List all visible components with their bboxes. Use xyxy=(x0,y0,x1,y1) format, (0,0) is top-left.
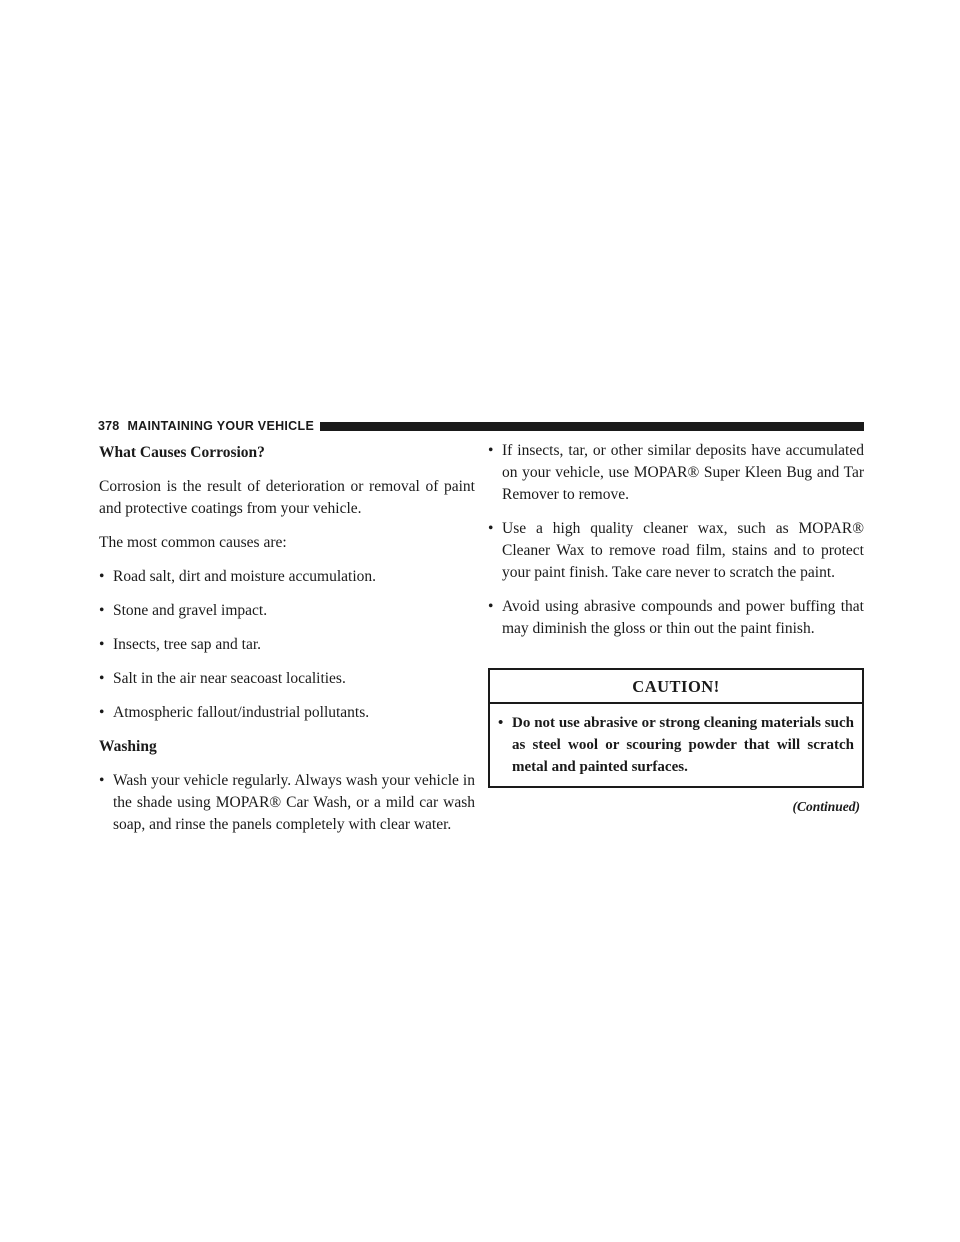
caution-box xyxy=(488,668,864,788)
list-item: • Use a high quality cleaner wax, such as MOPAR® Cleaner Wax to remove road film, stains and to protect your paint finish. Take care never to scratch the paint. xyxy=(488,520,864,581)
list-item: • Avoid using abrasive compounds and power buffing that may diminish the gloss or thin out the paint finish. xyxy=(488,598,864,637)
left-column xyxy=(99,440,475,848)
list-item: • Wash your vehicle regularly. Always wash your vehicle in the shade using MOPAR® Car Wash, or a mild car wash soap, and rinse the panels completely with clear water. xyxy=(99,772,475,833)
list-item: • Insects, tree sap and tar. xyxy=(99,634,475,656)
list-item: • If insects, tar, or other similar deposits have accumulated on your vehicle, use MOPAR® Super Kleen Bug and Tar Remover to remove. xyxy=(488,442,864,503)
page-number: 378 xyxy=(98,419,120,433)
bullet-icon: • xyxy=(488,520,494,537)
caution-body xyxy=(490,704,862,786)
header-rule xyxy=(320,422,864,431)
list-item: • Atmospheric fallout/industrial pollutants. xyxy=(99,702,475,724)
bullet-icon: • xyxy=(99,636,105,653)
corrosion-intro-paragraph: Corrosion is the result of deterioration or removal of paint and protective coatings from your vehicle. xyxy=(99,478,475,517)
causes-list xyxy=(99,566,475,724)
heading-what-causes-corrosion: What Causes Corrosion? xyxy=(99,444,265,461)
bullet-icon: • xyxy=(99,602,105,619)
bullet-icon: • xyxy=(99,670,105,687)
page-header xyxy=(98,418,864,434)
bullet-icon: • xyxy=(498,715,504,731)
continued-label: (Continued) xyxy=(792,799,860,814)
bullet-icon: • xyxy=(488,442,494,459)
bullet-icon: • xyxy=(99,568,105,585)
list-item: • Do not use abrasive or strong cleaning materials such as steel wool or scouring powder that will scratch metal and painted surfaces. xyxy=(498,712,854,778)
care-list xyxy=(488,440,864,640)
list-item: • Road salt, dirt and moisture accumulation. xyxy=(99,566,475,588)
list-item: • Stone and gravel impact. xyxy=(99,600,475,622)
heading-washing: Washing xyxy=(99,738,157,755)
bullet-icon: • xyxy=(99,704,105,721)
bullet-icon: • xyxy=(488,598,494,615)
caution-title: CAUTION! xyxy=(490,670,862,704)
causes-intro: The most common causes are: xyxy=(99,534,287,551)
washing-list xyxy=(99,770,475,836)
list-item: • Salt in the air near seacoast localities. xyxy=(99,668,475,690)
bullet-icon: • xyxy=(99,772,105,789)
right-column xyxy=(488,440,864,818)
caution-list xyxy=(498,712,854,778)
section-title: MAINTAINING YOUR VEHICLE xyxy=(127,419,315,433)
